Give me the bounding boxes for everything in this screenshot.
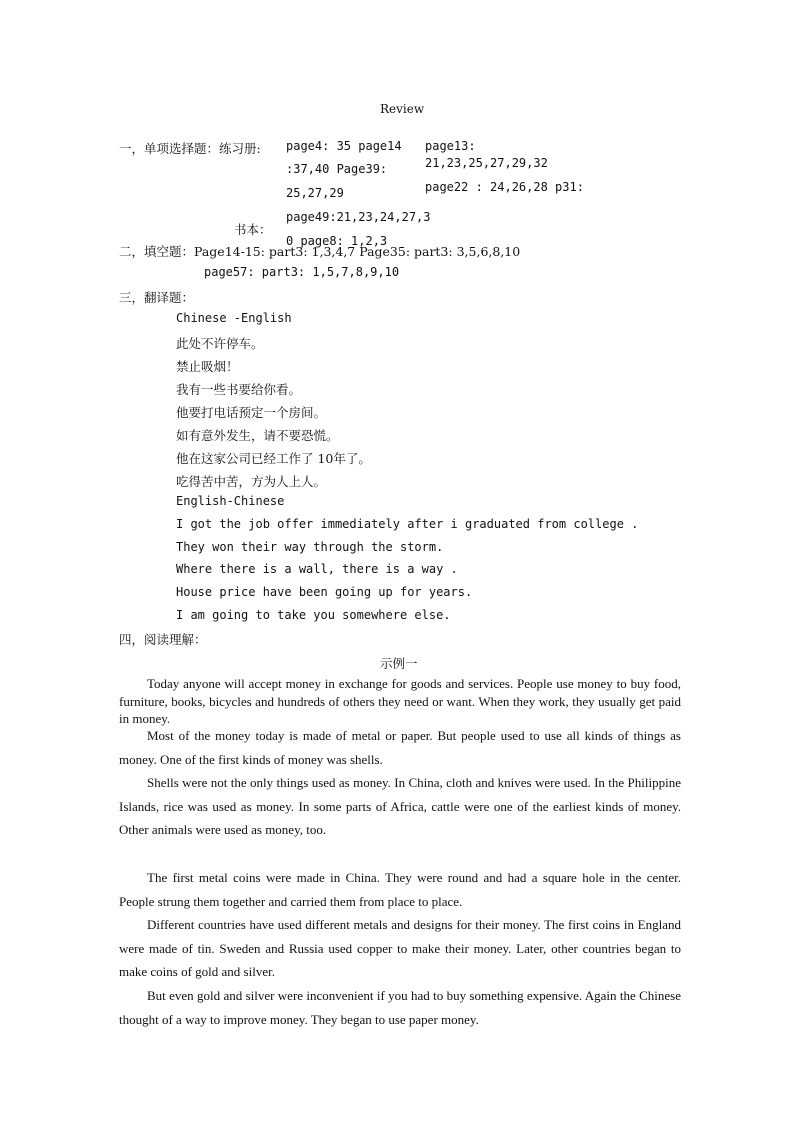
section4-heading: 四，阅读理解： <box>119 632 207 647</box>
cn-item: 吃得苦中苦，方为人上人。 <box>176 474 327 489</box>
cn-item: 他在这家公司已经工作了 10年了。 <box>176 451 371 466</box>
section1-col2-line3: page22 : 24,26,28 p31: <box>425 180 584 194</box>
paragraph-text: Shells were not the only things used as money. In China, cloth and knives were used. In the Philippine Islands, rice was used as money. In some parts of Africa, cattle were one of the earliest kinds of money. Other animals were used as money, too. <box>119 775 681 838</box>
cn-item: 如有意外发生，请不要恐慌。 <box>176 428 339 443</box>
section3-heading: 三，翻译题： <box>119 290 195 305</box>
book-label: 书本： <box>234 222 272 237</box>
section1-heading: 一，单项选择题：练习册: <box>119 141 261 156</box>
cn-item: 禁止吸烟！ <box>176 359 239 374</box>
paragraph-text: Different countries have used different metals and designs for their money. The first coins in England were made of tin. Sweden and Russia used copper to make their money. Later, other countries began to make coins of gold and silver. <box>119 917 681 980</box>
en-item: They won their way through the storm. <box>176 540 444 554</box>
reading-paragraph-5 <box>119 913 681 984</box>
en-item: I got the job offer immediately after i graduated from college . <box>176 517 639 531</box>
section2-line1-text: 二，填空题：Page14-15: part3: 1,3,4,7 Page35: part3: 3,5,6,8,10 <box>119 244 521 259</box>
paragraph-text: Most of the money today is made of metal or paper. But people used to use all kinds of things as money. One of the first kinds of money was shells. <box>119 728 681 767</box>
reading-paragraph-4 <box>119 866 681 913</box>
paragraph-text: But even gold and silver were inconvenient if you had to buy something expensive. Again the Chinese thought of a way to improve money. They began to use paper money. <box>119 988 681 1027</box>
reading-paragraph-2 <box>119 724 681 771</box>
section2-line1 <box>119 242 520 260</box>
cn-item: 此处不许停车。 <box>176 336 264 351</box>
example-title: 示例一 <box>380 656 418 671</box>
cn-item: 我有一些书要给你看。 <box>176 382 302 397</box>
book-line2: 0 page8: 1,2,3 <box>286 234 388 248</box>
page-title: Review <box>380 102 425 116</box>
paragraph-text: The first metal coins were made in China. They were round and had a square hole in the center. People strung them together and carried them from place to place. <box>119 870 681 909</box>
reading-paragraph-3 <box>119 771 681 842</box>
section1-col2-line2: 21,23,25,27,29,32 <box>425 156 548 170</box>
book-line2-clip <box>286 230 388 248</box>
section1-col1-line1: page4: 35 page14 <box>286 139 402 153</box>
en-item: Where there is a wall, there is a way . <box>176 562 458 576</box>
en-cn-label: English-Chinese <box>176 494 285 508</box>
reading-paragraph-6 <box>119 984 681 1031</box>
section1-col2-line1: page13: <box>425 139 476 153</box>
section2-line2: page57: part3: 1,5,7,8,9,10 <box>204 265 400 279</box>
paragraph-text: Today anyone will accept money in exchange for goods and services. People use money to buy food, furniture, books, bicycles and hundreds of others they need or want. When they work, they usually get paid in money. <box>119 676 681 726</box>
book-line1: page49:21,23,24,27,3 <box>286 210 431 224</box>
section1-col1-line2: :37,40 Page39: <box>286 162 388 176</box>
section1-col1-line3: 25,27,29 <box>286 186 344 200</box>
en-item: House price have been going up for years. <box>176 585 473 599</box>
en-item: I am going to take you somewhere else. <box>176 608 451 622</box>
reading-paragraph-1 <box>119 675 681 728</box>
cn-item: 他要打电话预定一个房间。 <box>176 405 327 420</box>
cn-en-label: Chinese -English <box>176 311 292 325</box>
